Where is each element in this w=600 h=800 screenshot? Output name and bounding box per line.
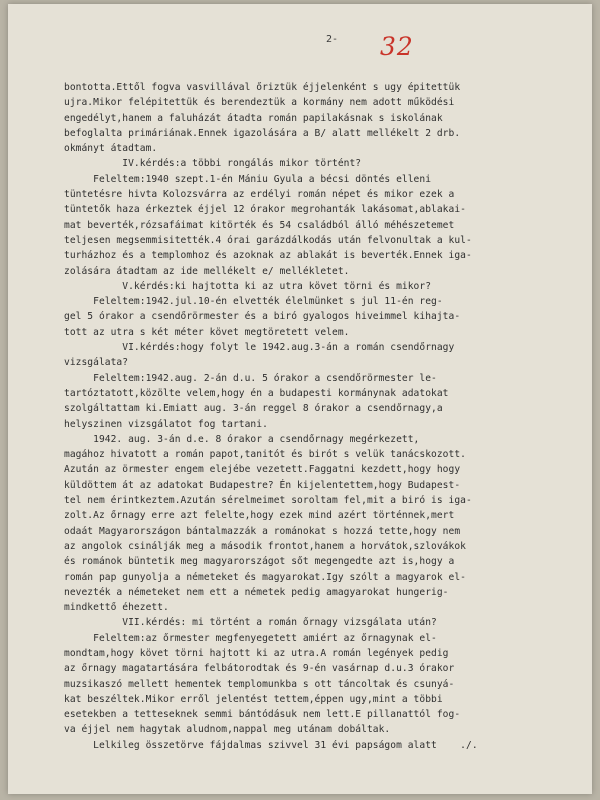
text-line: IV.kérdés:a többi rongálás mikor történt? bbox=[64, 158, 362, 170]
document-page bbox=[8, 4, 592, 794]
typewritten-body bbox=[64, 80, 584, 753]
text-line: tott az utra s két méter követ megtöretett velem. bbox=[64, 326, 350, 338]
text-line: muzsikaszó mellett hementek templomunkba s ott táncoltak és csunyá- bbox=[64, 678, 455, 690]
text-line: V.kérdés:ki hajtotta ki az utra követ törni és mikor? bbox=[64, 280, 432, 292]
text-line: tel nem érintkeztem.Azután sérelmeimet soroltam fel,mit a biró is iga- bbox=[64, 495, 472, 507]
paragraph bbox=[64, 156, 584, 171]
text-line: VI.kérdés:hogy folyt le 1942.aug.3-án a román csendőrnagy bbox=[64, 342, 455, 354]
paragraph bbox=[64, 340, 584, 371]
text-line: mondtam,hogy követ törni hajtott ki az utra.A román legények pedig bbox=[64, 647, 449, 659]
text-line: bontotta.Ettől fogva vasvillával őriztük éjjelenként s ugy épitettük bbox=[64, 82, 461, 93]
page-number: 2- bbox=[326, 34, 339, 45]
text-line: helyszinen vizsgálatot fog tartani. bbox=[64, 418, 268, 430]
text-line: és románok büntetik meg magyarországot sőt megengedte azt is,hogy a bbox=[64, 556, 455, 568]
text-line: Feleltem:az őrmester megfenyegetett amiért az őrnagynak el- bbox=[64, 632, 437, 644]
paragraph bbox=[64, 432, 584, 616]
text-line: Feleltem:1942.aug. 2-án d.u. 5 órakor a csendőrörmester le- bbox=[64, 372, 437, 384]
text-line: román pap gunyolja a németeket és magyarokat.Igy szólt a magyarok el- bbox=[64, 571, 466, 583]
paragraph bbox=[64, 80, 584, 156]
paragraph bbox=[64, 615, 584, 630]
text-line: tüntetésre hivta Kolozsvárra az erdélyi román népet és mikor ezek a bbox=[64, 189, 455, 201]
paragraph bbox=[64, 172, 584, 279]
text-line: tüntetők haza érkeztek éjjel 12 órakor megrohanták lakásomat,ablakai- bbox=[64, 204, 466, 216]
text-line: magához hivatott a román papot,tanitót és birót s velük tanácskozott. bbox=[64, 449, 466, 461]
paragraph bbox=[64, 371, 584, 432]
text-line: vizsgálata? bbox=[64, 357, 129, 369]
paragraph bbox=[64, 279, 584, 294]
paragraph bbox=[64, 738, 584, 753]
text-line: okmányt átadtam. bbox=[64, 143, 158, 155]
text-line: szolgáltattam ki.Emiatt aug. 3-án reggel 8 órakor a csendőrnagy,a bbox=[64, 403, 443, 415]
text-line: az őrnagy magatartására felbátorodtak és 9-én vasárnap d.u.3 órakor bbox=[64, 663, 455, 675]
text-line: mindkettő éhezett. bbox=[64, 602, 169, 614]
text-line: Feleltem:1942.jul.10-én elvették élelmünket s jul 11-én reg- bbox=[64, 296, 443, 308]
paragraph bbox=[64, 294, 584, 340]
text-line: esetekben a tetteseknek semmi bántódásuk nem lett.E pillanattól fog- bbox=[64, 709, 461, 721]
text-line: küldöttem át az adatokat Budapestre? Én kijelentettem,hogy Budapest- bbox=[64, 479, 461, 491]
text-line: turházhoz és a templomhoz és azoknak az ablakát is beverték.Ennek iga- bbox=[64, 250, 472, 262]
text-line: az angolok csinálják meg a második frontot,hanem a horvátok,szlovákok bbox=[64, 540, 466, 552]
paragraph bbox=[64, 631, 584, 738]
text-line: gel 5 órakor a csendőrörmester és a biró gyalogos hiveimmel kihajta- bbox=[64, 311, 461, 323]
text-line: Lelkileg összetörve fájdalmas szivvel 31 évi papságom alatt ./. bbox=[64, 739, 478, 751]
text-line: zolt.Az őrnagy erre azt felelte,hogy ezek mind azért történnek,mert bbox=[64, 510, 455, 522]
handwritten-page-number: 32 bbox=[380, 32, 414, 61]
text-line: va éjjel nem hagytak aludnom,nappal meg utánam dobáltak. bbox=[64, 724, 391, 736]
text-line: befoglalta primáriának.Ennek igazolására a B/ alatt mellékelt 2 drb. bbox=[64, 127, 461, 139]
text-line: Azután az örmester engem elejébe vezetett.Faggatni kezdett,hogy hogy bbox=[64, 464, 461, 476]
text-line: odaát Magyarországon bántalmazzák a románokat s hozzá tette,hogy nem bbox=[64, 525, 461, 537]
text-line: kat beszéltek.Mikor erről jelentést tettem,éppen ugy,mint a többi bbox=[64, 693, 443, 705]
text-line: zolására átadtam az ide mellékelt e/ mellékletet. bbox=[64, 265, 350, 277]
text-line: tartóztatott,közölte velem,hogy én a budapesti kormánynak adatokat bbox=[64, 387, 449, 399]
text-line: Feleltem:1940 szept.1-én Mániu Gyula a bécsi döntés elleni bbox=[64, 173, 432, 185]
text-line: engedélyt,hanem a faluházát átadta román papilakásnak s iskolának bbox=[64, 112, 443, 124]
text-line: nevezték a németeket nem ett a németek pedig amagyarokat hungerig- bbox=[64, 586, 449, 598]
text-line: teljesen megsemmisitették.4 órai garázdálkodás után felvonultak a kul- bbox=[64, 234, 472, 246]
text-line: ujra.Mikor felépitettük és berendeztük a kormány nem adott működési bbox=[64, 97, 455, 109]
text-line: mat beverték,rózsafáimat kitörték és 54 családból álló méhészetemet bbox=[64, 219, 455, 231]
text-line: VII.kérdés: mi történt a román őrnagy vizsgálata után? bbox=[64, 617, 437, 629]
text-line: 1942. aug. 3-án d.e. 8 órakor a csendőrnagy megérkezett, bbox=[64, 433, 420, 445]
